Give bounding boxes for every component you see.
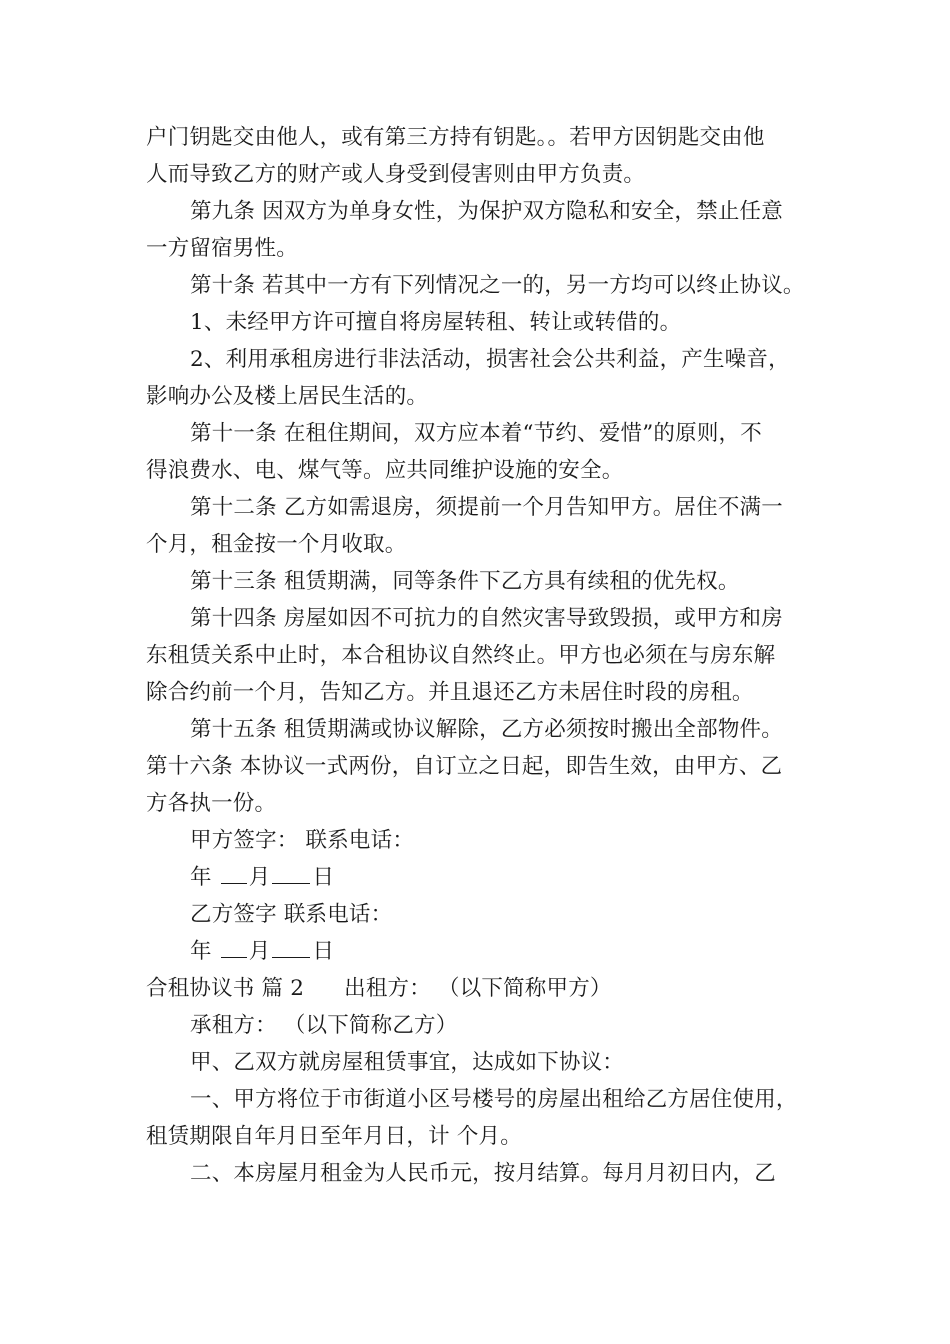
lessor-line: 出租方： （以下简称甲方） <box>344 976 612 1001</box>
paragraph-line: 除合约前一个月，告知乙方。并且退还乙方未居住时段的房租。 <box>146 680 754 705</box>
paragraph-line: 方各执一份。 <box>146 791 277 816</box>
party-a-signature: 甲方签字： 联系电话： <box>190 828 415 853</box>
day-blank <box>272 863 310 884</box>
year-label: 年 <box>190 865 212 890</box>
article-12: 第十二条 乙方如需退房，须提前一个月告知甲方。居住不满一 <box>190 495 783 520</box>
article-13: 第十三条 租赁期满，同等条件下乙方具有续租的优先权。 <box>190 569 740 594</box>
clause-2: 二、本房屋月租金为人民币元，按月结算。每月月初日内，乙 <box>190 1161 776 1186</box>
paragraph-line: 东租赁关系中止时，本合租协议自然终止。甲方也必须在与房东解 <box>146 643 776 668</box>
document-body <box>146 119 811 1192</box>
month-label: 月 <box>248 865 271 890</box>
section-title: 合租协议书 篇 2 <box>146 976 305 1001</box>
agreement-intro: 甲、乙双方就房屋租赁事宜，达成如下协议： <box>190 1050 625 1075</box>
paragraph-line: 一方留宿男性。 <box>146 236 298 261</box>
paragraph-line: 租赁期限自年月日至年月日，计 个月。 <box>146 1124 522 1149</box>
paragraph-line: 户门钥匙交由他人，或有第三方持有钥匙。。若甲方因钥匙交由他 <box>146 125 765 150</box>
paragraph-line: 影响办公及楼上居民生活的。 <box>146 384 429 409</box>
lessee-line: 承租方： （以下简称乙方） <box>190 1013 458 1038</box>
paragraph-line: 个月，租金按一个月收取。 <box>146 532 407 557</box>
article-15: 第十五条 租赁期满或协议解除，乙方必须按时搬出全部物件。 <box>190 717 783 742</box>
list-item: 2、利用承租房进行非法活动，损害社会公共利益，产生噪音， <box>190 347 790 372</box>
day-label: 日 <box>312 865 335 890</box>
paragraph-line: 得浪费水、电、煤气等。应共同维护设施的安全。 <box>146 458 624 483</box>
day-label: 日 <box>312 939 335 964</box>
date-line-b <box>146 933 811 970</box>
month-blank <box>221 937 247 958</box>
party-b-signature: 乙方签字 联系电话： <box>190 902 393 927</box>
date-line-a <box>146 859 811 896</box>
paragraph-line: 人而导致乙方的财产或人身受到侵害则由甲方负责。 <box>146 162 646 187</box>
day-blank <box>272 937 310 958</box>
article-9: 第九条 因双方为单身女性，为保护双方隐私和安全，禁止任意 <box>190 199 783 224</box>
month-blank <box>221 863 247 884</box>
article-14: 第十四条 房屋如因不可抗力的自然灾害导致毁损，或甲方和房 <box>190 606 783 631</box>
clause-1: 一、甲方将位于市街道小区号楼号的房屋出租给乙方居住使用， <box>190 1087 798 1112</box>
year-label: 年 <box>190 939 212 964</box>
article-10: 第十条 若其中一方有下列情况之一的，另一方均可以终止协议。 <box>190 273 805 298</box>
section-heading <box>146 970 811 1007</box>
article-16: 第十六条 本协议一式两份，自订立之日起，即告生效，由甲方、乙 <box>146 754 783 779</box>
month-label: 月 <box>248 939 271 964</box>
article-11: 第十一条 在租住期间，双方应本着“节约、爱惜”的原则，不 <box>190 421 762 446</box>
list-item: 1、未经甲方许可擅自将房屋转租、转让或转借的。 <box>190 310 682 335</box>
